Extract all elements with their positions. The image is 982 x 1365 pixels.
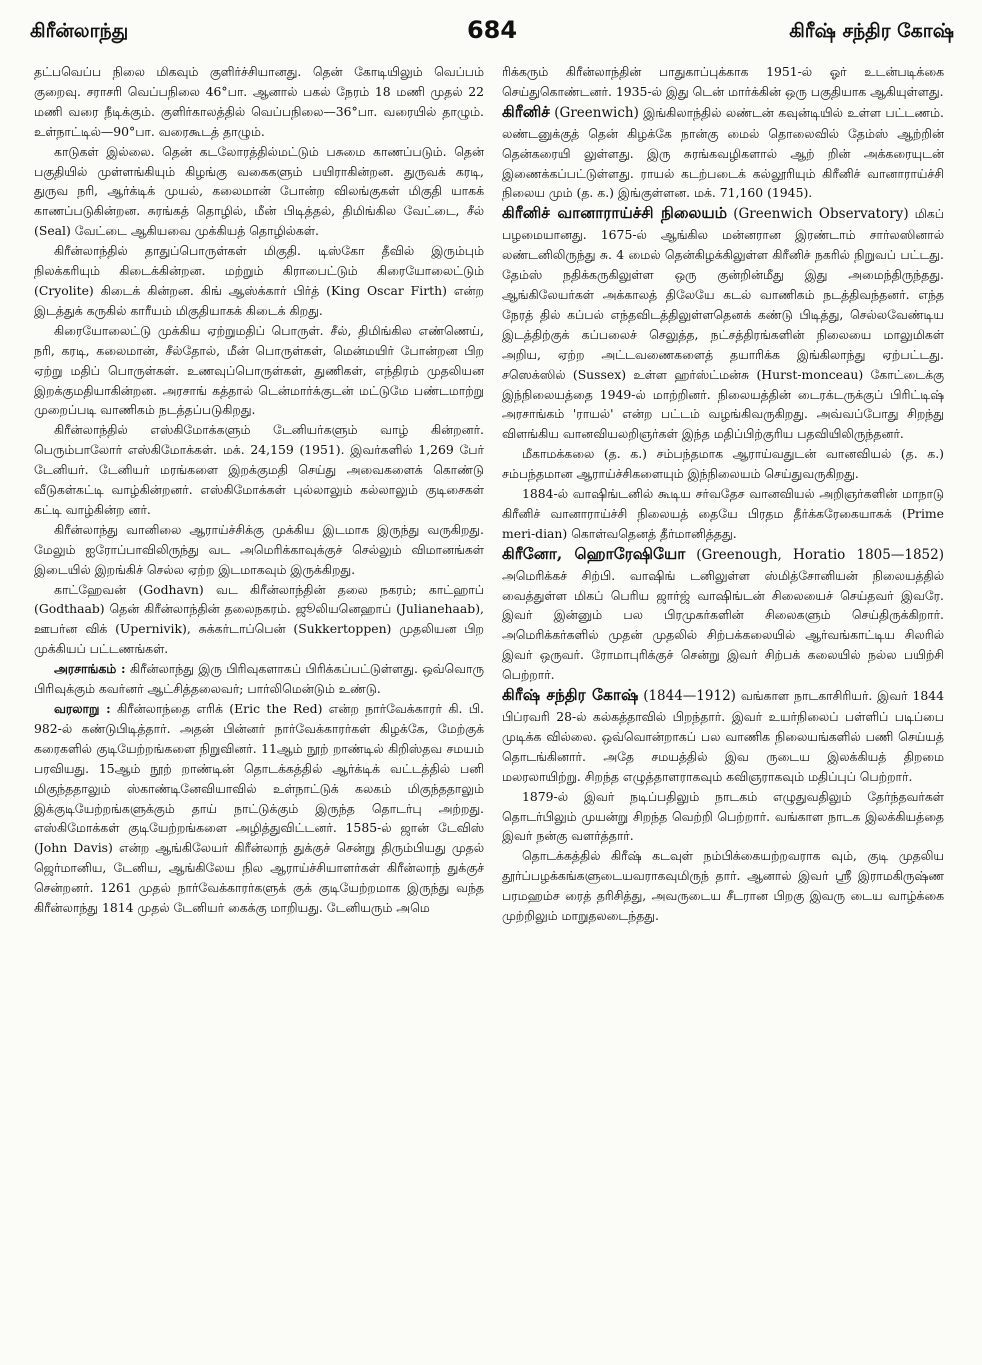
entry-text-greenough: அமெரிக்கச் சிற்பி. வாஷிங் டனிலுள்ள ஸ்மித்சோனியன் நிலையத்தில் வைத்துள்ள மிகப் பெரிய ஜார்ஜ் வாஷிங்டன் சிலையைச் செய்தவர் இவரே. இவர் இன்னும் பல பிரமுகர்களின் சிலைகளும் செய்திருக்கிறார். அமெரிக்கர்களில் முதன் முதலில் சிற்பக்கலையில் ஆர்வங்காட்டிய சிலரில் இவர் ஒருவர். ரோமாபுரிக்குச் சென்று இவர் சிற்பக் கலையில் நல்ல பயிற்சி பெற்றார். (502, 567, 944, 683)
government-text: கிரீன்லாந்து இரு பிரிவுகளாகப் பிரிக்கப்பட்டுள்ளது. ஒவ்வொரு பிரிவுக்கும் கவர்னர் ஆட்சித்தலைவர்; பார்லிமென்டும் உண்டு. (34, 661, 484, 697)
paragraph-observatory-research: மீகாமக்கலை (த. க.) சம்பந்தமாக ஆராய்வதுடன் வானவியல் (த. க.) சம்பந்தமான ஆராய்ச்சிகளையும் இந்நிலையம் செய்துவருகிறது. (502, 446, 944, 482)
paragraph-weather-station: கிரீன்லாந்து வானிலை ஆராய்ச்சிக்கு முக்கிய இடமாக இருந்து வருகிறது. மேலும் ஐரோப்பாவிலிருந்து வட அமெரிக்காவுக்குச் செல்லும் விமானங்கள் இடையில் இறங்கிச் செல்ல ஏற்ற இடமாகவும் இருக்கிறது. (34, 521, 484, 577)
paragraph-continuation: ரிக்கரும் கிரீன்லாந்தின் பாதுகாப்புக்காக 1951-ல் ஓர் உடன்படிக்கை செய்துகொண்டனர். 1935-ல் இது டென் மார்க்கின் ஒரு பகுதியாக ஆகியுள்ளது. (502, 64, 944, 99)
paragraph-ghosh-career: 1879-ல் இவர் நடிப்பதிலும் நாடகம் எழுதுவதிலும் தேர்ந்தவர்கள் தொடர்பிலும் முயன்று சிறந்த வெற்றி பெற்றார். வங்காள நாடக இலக்கியத்தை இவர் நன்கு வளர்த்தார். (502, 788, 944, 844)
right-column (502, 62, 944, 926)
left-column (34, 62, 484, 918)
entry-heading-ghosh: கிரீஷ் சந்திர கோஷ் (502, 685, 639, 705)
subheading-history: வரலாறு : (54, 701, 111, 716)
entry-text-observatory: மிகப் பழமையானது. 1675-ல் ஆங்கில மன்னரான இரண்டாம் சார்லஸினால் லண்டனிலிருந்து சு. 4 மைல் தென்கிழக்கிலுள்ள கிரீனிச் நகரில் நிறுவப் பட்டது. தேம்ஸ் நதிக்கருகிலுள்ள ஒரு குன்றின்மீது இது அமைந்திருந்தது. ஆங்கிலேயர்கள் அக்காலத் திலேயே கடல் வாணிகம் நடத்திவந்தனர். எந்த நேரத் தில் கப்பல் எந்தவிடத்திலுள்ளதெனக் கண்டு பிடித்து, செல்லவேண்டிய இடத்திற்குக் கப்பலைச் செலுத்த, நட்சத்திரங்களின் நிலையை மாலுமிகள் அறிய, ஏற்ற அட்டவணைகளைத் தயாரிக்க இங்கிலாந்து ஏற்பட்டது. சஸெக்ஸில் (Sussex) உள்ள ஹர்ஸ்ட்மன்சு (Hurst-monceau) கோட்டைக்கு இந்நிலையத்தை 1949-ல் மாற்றினர். நிலையத்தின் டைரக்டருக்குப் பிரிட்டிஷ் அரசாங்கம் 'ராயல்' என்ற பட்டம் வழங்கிவருகிறது. அவ்வப்போது சிறந்து விளங்கிய வானவியலறிஞர்கள் இந்த மதிப்பிற்குரிய பதவியிலிருந்தனர். (502, 206, 944, 442)
running-head-right: கிரீஷ் சந்திர கோஷ் (789, 20, 954, 42)
history-text: கிரீன்லாந்தை எரிக் (Eric the Red) என்ற நார்வேக்காரர் கி. பி. 982-ல் கண்டுபிடித்தார். அதன் பின்னர் நார்வேக்காரர்கள் கிழக்கே, மேற்குக் கரைகளில் குடியேற்றங்களை நிறுவினர். 11ஆம் நூற் றாண்டில் கிறிஸ்தவ சமயம் பரவியது. 15ஆம் நூற் றாண்டின் தொடக்கத்தில் ஆர்க்டிக் வட்டத்தில் பனி மிகுந்ததாலும் ஸ்காண்டினேவியாவில் உள்நாட்டுக் கலகம் மிகுந்ததாலும் இக்குடியேற்றங்களுக்கும் தாய் நாட்டுக்கும் இருந்த தொடர்பு அற்றது. எஸ்கிமோக்கள் குடியேற்றங்களை அழித்துவிட்டனர். 1585-ல் ஜான் டேவிஸ் (John Davis) என்ற ஆங்கிலேயர் கிரீன்லாந் துக்குச் சென்று திரும்பியது முதல் ஜெர்மானிய, டேனிய, ஆங்கிலேய நில ஆராய்ச்சியாளர்கள் கிரீன்லாந் துக்குச் சென்றனர். 1261 முதல் நார்வேக்காரர்களுக் குக் குடியேற்றமாக இருந்து வந்த கிரீன்லாந்து 1814 முதல் டேனியர் கைக்கு மாறியது. டேனியரும் அமெ (34, 701, 484, 916)
entry-note-greenwich: (Greenwich) (554, 104, 639, 121)
entry-heading-greenough: கிரீனோ, ஹொரேஷியோ (502, 543, 686, 563)
paragraph-minerals: கிரீன்லாந்தில் தாதுப்பொருள்கள் மிகுதி. டிஸ்கோ தீவில் இரும்பும் நிலக்கரியும் கிடைக்கின்றன. மற்றும் கிராபைட்டும் கிரையோலைட்டும் (Cryolite) கிடைக் கின்றன. கிங் ஆஸ்க்கார் பிர்த் (King Oscar Firth) என்ற இடத்துக் கருகில் காரீயம் மிகுதியாகக் கிடைக் கிறது. (34, 243, 484, 318)
entry-note-greenough: (Greenough, Horatio 1805—1852) (696, 546, 944, 563)
entry-greenwich (502, 102, 944, 204)
paragraph-government (34, 659, 484, 699)
paragraph-flora-fauna: காடுகள் இல்லை. தென் கடலோரத்தில்மட்டும் பசுமை காணப்படும். தென் பகுதியில் முள்ளங்கியும் கிழங்கு வகைகளும் பயிராகின்றன. துருவக் கரடி, துருவ நரி, ஆர்க்டிக் முயல், கலைமான் போன்ற விலங்குகள் மிகுதி யாகக் காணப்படுகின்றன. சுரங்கத் தொழில், மீன் பிடித்தல், திமிங்கில வேட்டை, சீல் (Seal) வேட்டை ஆகியவை முக்கியத் தொழில்கள். (34, 143, 484, 239)
paragraph-trade: கிரையோலைட்டு முக்கிய ஏற்றுமதிப் பொருள். சீல், திமிங்கில எண்ணெய், நரி, கரடி, கலைமான், சீல்தோல், மீன் பொருள்கள், மென்மயிர் போன்றன பிற ஏற்று மதிப் பொருள்கள். உணவுப்பொருள்கள், துணிகள், எந்திரம் முதலியன இறக்குமதியாகின்றன. அரசாங் கத்தால் டென்மார்க்குடன் மட்டுமே பண்டமாற்று முறைப்படி வாணிகம் நடத்தப்படுகிறது. (34, 322, 484, 418)
entry-text-ghosh: வங்காள நாடகாசிரியர். இவர் 1844 பிப்ரவரி 28-ல் கல்கத்தாவில் பிறந்தார். இவர் உயர்நிலைப் பள்ளிப் படிப்பை முடிக்க வில்லை. ஒவ்வொன்றாகப் பல வாணிக நிலையங்களில் பணி செய்யத் தொடங்கினார். அதே சமயத்தில் இவ ருடைய இலக்கியத் திறமை மலரலாயிற்று. சிறந்த எழுத்தாளராகவும் கவிஞராகவும் மதிப்புப் பெற்றார். (502, 688, 944, 784)
paragraph-history (34, 699, 484, 918)
paragraph-ghosh-life: தொடக்கத்தில் கிரீஷ் கடவுள் நம்பிக்கையற்றவராக வும், குடி முதலிய தூர்ப்பழக்கங்களுடையவராகவுமிருந் தார். ஆனால் இவர் ஸ்ரீ இராமகிருஷ்ண பரமஹம்ச ரைத் தரிசித்து, அவருடைய சீடரான பிறகு இவரு டைய வாழ்க்கை முற்றிலும் மாறுதலடைந்தது. (502, 848, 944, 924)
entry-greenough (502, 544, 944, 685)
paragraph-population: கிரீன்லாந்தில் எஸ்கிமோக்களும் டேனியர்களும் வாழ் கின்றனர். பெரும்பாலோர் எஸ்கிமோக்கள். மக். 24,159 (1951). இவர்களில் 1,269 பேர் டேனியர். டேனியர் மரங்களை இறக்குமதி செய்து அவைகளைக் கொண்டு வீடுகள்கட்டி வாழ்கின்றனர். எஸ்கிமோக்கள் புல்லாலும் கல்லாலும் குடிசைகள் கட்டி வாழ்கின்ற னர். (34, 422, 484, 517)
page-number: 684 (466, 16, 518, 44)
entry-text-greenwich: இங்கிலாந்தில் லண்டன் கவுன்டியில் உள்ள பட்டணம். லண்டனுக்குத் தென் கிழக்கே நான்கு மைல் தொலைவில் தேம்ஸ் ஆற்றின் தென்கரையி லுள்ளது. இரு சுரங்கவழிகளால் ஆற் றின் அக்கரையுடன் இணைக்கப்பட்டுள்ளது. ராயல் கடற்படைக் கல்லூரியும் கிரீனிச் வானாராய்ச்சி நிலைய மும் (த. க.) இங்குள்ளன. மக். 71,160 (1945). (502, 104, 944, 201)
entry-ghosh (502, 685, 944, 787)
subheading-government: அரசாங்கம் : (54, 661, 126, 677)
entry-note-observatory: (Greenwich Observatory) (733, 206, 909, 223)
paragraph-towns: காட்ஹேவன் (Godhavn) வட கிரீன்லாந்தின் தலை நகரம்; காட்ஹாப் (Godthaab) தென் கிரீன்லாந்தின் தலைநகரம். ஜூலியனெஹாப் (Julianehaab), ஊபர்ன விக் (Upernivik), சுக்கர்டாப்பென் (Sukkertoppen) முதலியன பிற முக்கியப் பட்டணங்கள். (34, 581, 484, 657)
page-header (30, 16, 954, 50)
paragraph-climate: தட்பவெப்ப நிலை மிகவும் குளிர்ச்சியானது. தென் கோடியிலும் வெப்பம் குறைவு. சராசரி வெப்பநிலை 46°பா. ஆனால் பகல் நேரம் 18 மணி முதல் 22 மணி வரை நீடிக்கும். குளிர்காலத்தில் வெப்பநிலை—36°பா. வரையில் தாழும். உள்நாட்டில்—90°பா. வரைகூடத் தாழும். (34, 64, 484, 139)
entry-heading-observatory: கிரீனிச் வானாராய்ச்சி நிலையம் (502, 203, 728, 223)
running-head-left: கிரீன்லாந்து (30, 20, 129, 42)
entry-heading-greenwich: கிரீனிச் (502, 101, 550, 121)
paragraph-prime-meridian: 1884-ல் வாஷிங்டனில் கூடிய சர்வதேச வானவியல் அறிஞர்களின் மாநாடு கிரீனிச் வானாராய்ச்சி நிலையத் தையே பிரதம தீர்க்கரேகையாகக் (Prime meri-dian) கொள்வதெனத் தீர்மானித்தது. (502, 486, 944, 541)
entry-note-ghosh: (1844—1912) (643, 688, 736, 705)
entry-observatory (502, 203, 944, 444)
